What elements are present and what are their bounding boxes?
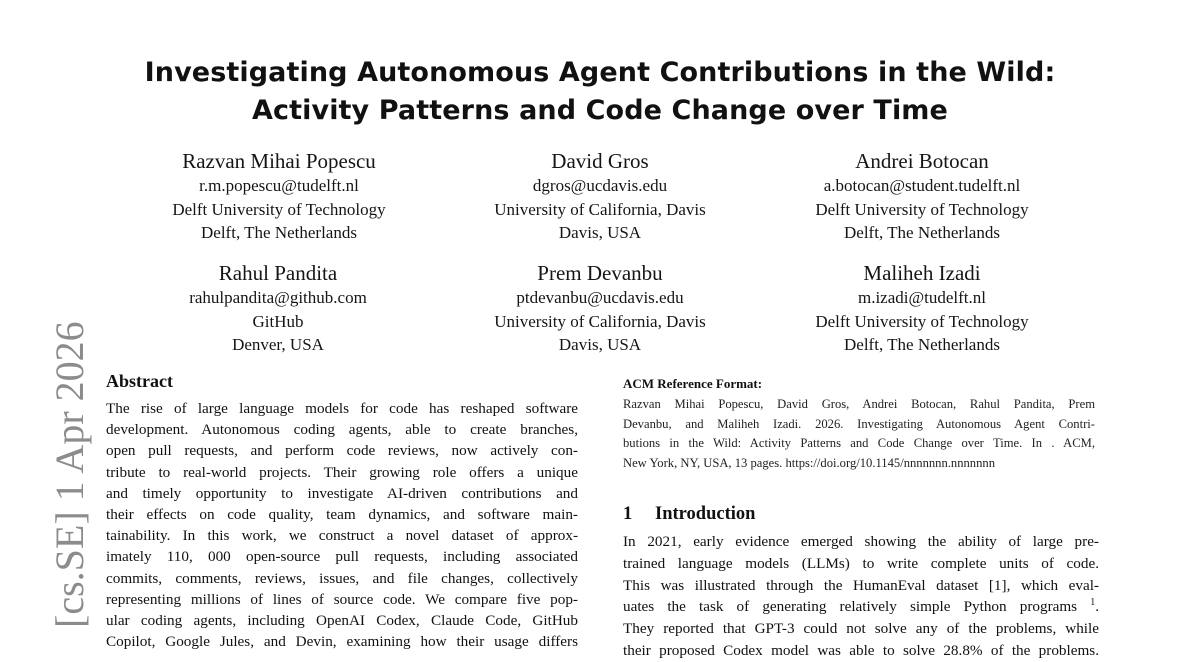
arxiv-stamp: [cs.SE] 1 Apr 2026 <box>47 321 92 628</box>
author-name: Rahul Pandita <box>218 261 338 285</box>
introduction-heading <box>623 502 1099 526</box>
acm-reference-line: Devanbu, and Maliheh Izadi. 2026. Investigating Autonomous Agent Contri- <box>623 416 1095 431</box>
author-name: Maliheh Izadi <box>863 261 981 285</box>
author-email[interactable]: r.m.popescu@tudelft.nl <box>199 176 359 195</box>
author-location: Delft, The Netherlands <box>201 223 357 242</box>
intro-line: In 2021, early evidence emerged showing the ability of large pre- <box>623 533 1099 550</box>
abstract-line: commits, comments, reviews, issues, and file changes, collectively <box>106 569 578 587</box>
intro-line-text: uates the task of generating relatively simple Python programs <box>623 598 1078 616</box>
acm-reference-heading: ACM Reference Format: <box>623 376 763 391</box>
author-location: Delft, The Netherlands <box>844 223 1000 242</box>
intro-line: This was illustrated through the HumanEval dataset [1], which eval- <box>623 576 1099 594</box>
author-block <box>772 148 1072 245</box>
acm-reference-line: butions in the Wild: Activity Patterns and Code Change over Time. In . ACM, <box>623 436 1095 451</box>
abstract-line: development. Autonomous coding agents, able to create branches, <box>106 421 578 439</box>
author-affiliation: Delft University of Technology <box>815 199 1029 219</box>
intro-line: trained language models (LLMs) to write complete units of code. <box>623 554 1099 572</box>
author-email[interactable]: ptdevanbu@ucdavis.edu <box>516 288 684 307</box>
acm-reference-line: Razvan Mihai Popescu, David Gros, Andrei Botocan, Rahul Pandita, Prem <box>623 397 1095 411</box>
section-number: 1 <box>623 504 633 524</box>
section-title: Introduction <box>655 504 756 524</box>
author-affiliation: University of California, Davis <box>494 311 706 331</box>
abstract-section <box>106 370 578 652</box>
acm-reference-section <box>623 375 1095 473</box>
author-affiliation: Delft University of Technology <box>815 311 1029 331</box>
acm-reference-line: New York, NY, USA, 13 pages. https://doi.org/10.1145/nnnnnnn.nnnnnnn <box>623 455 995 470</box>
author-name: Razvan Mihai Popescu <box>182 149 376 173</box>
abstract-line: tribute to real-world projects. Their growing role offers a unique <box>106 463 578 481</box>
title-line-2: Activity Patterns and Code Change over Time <box>252 95 948 126</box>
author-block <box>129 148 429 245</box>
abstract-line: The rise of large language models for code has reshaped software <box>106 400 578 417</box>
author-affiliation: Delft University of Technology <box>172 199 386 219</box>
author-block <box>450 260 750 357</box>
abstract-heading: Abstract <box>106 371 173 391</box>
author-email[interactable]: dgros@ucdavis.edu <box>532 176 668 195</box>
author-name: David Gros <box>551 149 649 173</box>
abstract-line: tainability. In this work, we construct a novel dataset of approx- <box>106 527 578 545</box>
author-name: Prem Devanbu <box>537 261 663 285</box>
paper-title <box>0 54 1200 130</box>
author-block <box>772 260 1072 357</box>
intro-line: uates the task of generating relatively simple Python programs $^1$. <box>623 597 1099 616</box>
intro-line: They reported that GPT-3 could not solve any of the problems, while <box>623 620 1099 638</box>
author-email[interactable]: m.izadi@tudelft.nl <box>857 288 986 307</box>
author-location: Denver, USA <box>232 335 324 354</box>
intro-line: their proposed Codex model was able to solve 28.8% of the problems. <box>623 641 1099 659</box>
author-affiliation: GitHub <box>252 311 304 331</box>
abstract-line: ular coding agents, including OpenAI Codex, Claude Code, GitHub <box>106 612 578 630</box>
abstract-line: representing millions of lines of source code. We compare five pop- <box>106 590 578 608</box>
footnote-mark[interactable]: 1 <box>1090 597 1096 609</box>
author-location: Davis, USA <box>558 223 642 242</box>
author-location: Davis, USA <box>558 335 642 354</box>
introduction-section <box>623 502 1099 662</box>
author-location: Delft, The Netherlands <box>844 335 1000 354</box>
abstract-line: imately 110, 000 open-source pull requests, including associated <box>106 548 578 566</box>
abstract-line: open pull requests, and perform code reviews, now actively con- <box>106 442 578 460</box>
abstract-line: Copilot, Google Jules, and Devin, examining how their usage differs <box>106 633 578 651</box>
abstract-line: their effects on code quality, team dynamics, and software main- <box>106 506 578 524</box>
author-name: Andrei Botocan <box>855 149 989 173</box>
author-affiliation: University of California, Davis <box>494 199 706 219</box>
author-block <box>450 148 750 245</box>
author-block <box>128 260 428 357</box>
abstract-line: and timely opportunity to investigate AI-driven contributions and <box>106 484 578 502</box>
author-email[interactable]: rahulpandita@github.com <box>189 288 367 307</box>
title-line-1: Investigating Autonomous Agent Contributions in the Wild: <box>144 57 1056 88</box>
author-email[interactable]: a.botocan@student.tudelft.nl <box>823 176 1021 195</box>
